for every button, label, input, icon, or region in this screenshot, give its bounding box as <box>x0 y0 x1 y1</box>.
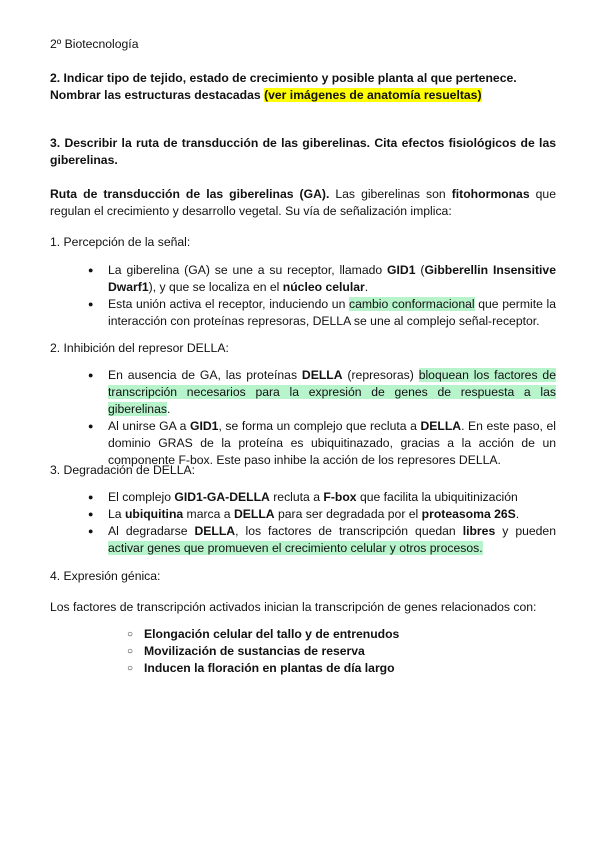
text-span: ( <box>415 263 425 277</box>
bold-term: DELLA <box>301 368 343 382</box>
text-span: Al unirse GA a <box>108 419 191 433</box>
text-span: . <box>166 402 171 416</box>
bold-term: GID1 <box>387 263 416 277</box>
bold-term: proteasoma 26S <box>421 507 516 521</box>
list-item <box>50 262 556 296</box>
text-span: recluta a <box>269 490 324 504</box>
section-4-sublist <box>50 626 556 677</box>
intro-heading: Ruta de transducción de las giberelinas (GA). <box>50 187 330 201</box>
question-2-text: 2. Indicar tipo de tejido, estado de crecimiento y posible planta al que pertenece. Nombrar las estructuras destacadas <box>50 71 517 102</box>
text-span: Al degradarse <box>108 524 195 538</box>
highlight-span: bloquean los factores de transcripción necesarios para la expresión de genes de respuesta a las giberelinas <box>108 368 556 416</box>
text-span: marca a <box>183 507 234 521</box>
section-4-paragraph: Los factores de transcripción activados inician la transcripción de genes relacionados con: <box>50 600 537 614</box>
intro-text-1: Las giberelinas son <box>329 187 452 201</box>
bold-term: DELLA <box>194 524 236 538</box>
text-span: La giberelina (GA) se une a su receptor, llamado <box>108 263 388 277</box>
bold-term: F-box <box>323 490 357 504</box>
list-item <box>50 367 556 418</box>
intro-text-2: que regulan el crecimiento y desarrollo vegetal. Su vía de señalización implica: <box>50 187 556 218</box>
text-span: (represoras) <box>342 368 419 382</box>
text-span: El complejo <box>108 490 175 504</box>
question-2 <box>50 70 556 104</box>
question-2-highlight: (ver imágenes de anatomía resueltas) <box>264 88 482 102</box>
text-span: , se forma un complejo que recluta a <box>218 419 421 433</box>
section-2-list <box>50 367 556 469</box>
intro-term: fitohormonas <box>451 187 530 201</box>
question-3-title: 3. Describir la ruta de transducción de las giberelinas. Cita efectos fisiológicos de las giberelinas. <box>50 136 556 167</box>
bold-term: GID1-GA-DELLA <box>174 490 270 504</box>
bold-term: DELLA <box>233 507 275 521</box>
text-span: , los factores de transcripción quedan <box>235 524 463 538</box>
text-span: . <box>515 507 520 521</box>
bold-term: ubiquitina <box>124 507 184 521</box>
bold-term: DELLA <box>420 419 462 433</box>
list-item <box>50 296 556 330</box>
bold-term: libres <box>462 524 496 538</box>
bold-term: GID1 <box>190 419 219 433</box>
text-span: ), y que se localiza en el <box>148 280 283 294</box>
section-3-heading: 3. Degradación de DELLA: <box>50 463 195 477</box>
list-item <box>50 506 556 523</box>
course-header: 2º Biotecnología <box>50 37 139 51</box>
section-1-heading: 1. Percepción de la señal: <box>50 235 191 249</box>
text-span: La <box>108 507 125 521</box>
text-span: para ser degradada por el <box>274 507 422 521</box>
list-item: ○ Elongación celular del tallo y de entrenudos <box>50 626 556 643</box>
text-span: . En este paso, el dominio GRAS de la proteína es ubiquitinazado, gracias a la acción de un componente F-box. Este paso inhibe la acción de los represores DELLA. <box>108 419 556 467</box>
list-item <box>50 489 556 506</box>
text-span: . <box>364 280 369 294</box>
text-span: que facilita la ubiquitinización <box>356 490 518 504</box>
list-item <box>50 523 556 557</box>
bold-term: núcleo celular <box>282 280 365 294</box>
highlight-span: cambio conformacional <box>349 297 475 311</box>
section-2-heading: 2. Inhibición del represor DELLA: <box>50 341 229 355</box>
bold-term: Gibberellin Insensitive Dwarf1 <box>108 263 556 294</box>
text-span: En ausencia de GA, las proteínas <box>108 368 302 382</box>
section-3-list <box>50 489 556 557</box>
highlight-span: activar genes que promueven el crecimiento celular y otros procesos. <box>108 541 483 555</box>
text-span: Esta unión activa el receptor, induciendo un <box>108 297 349 311</box>
text-span: que permite la interacción con proteínas represoras, DELLA se une al complejo señal-receptor. <box>108 297 556 328</box>
section-1-list <box>50 262 556 330</box>
intro-paragraph <box>50 186 556 220</box>
list-item: ○ Inducen la floración en plantas de día largo <box>50 660 556 677</box>
list-item: ○ Movilización de sustancias de reserva <box>50 643 556 660</box>
text-span: y pueden <box>495 524 556 538</box>
section-4-heading: 4. Expresión génica: <box>50 569 161 583</box>
